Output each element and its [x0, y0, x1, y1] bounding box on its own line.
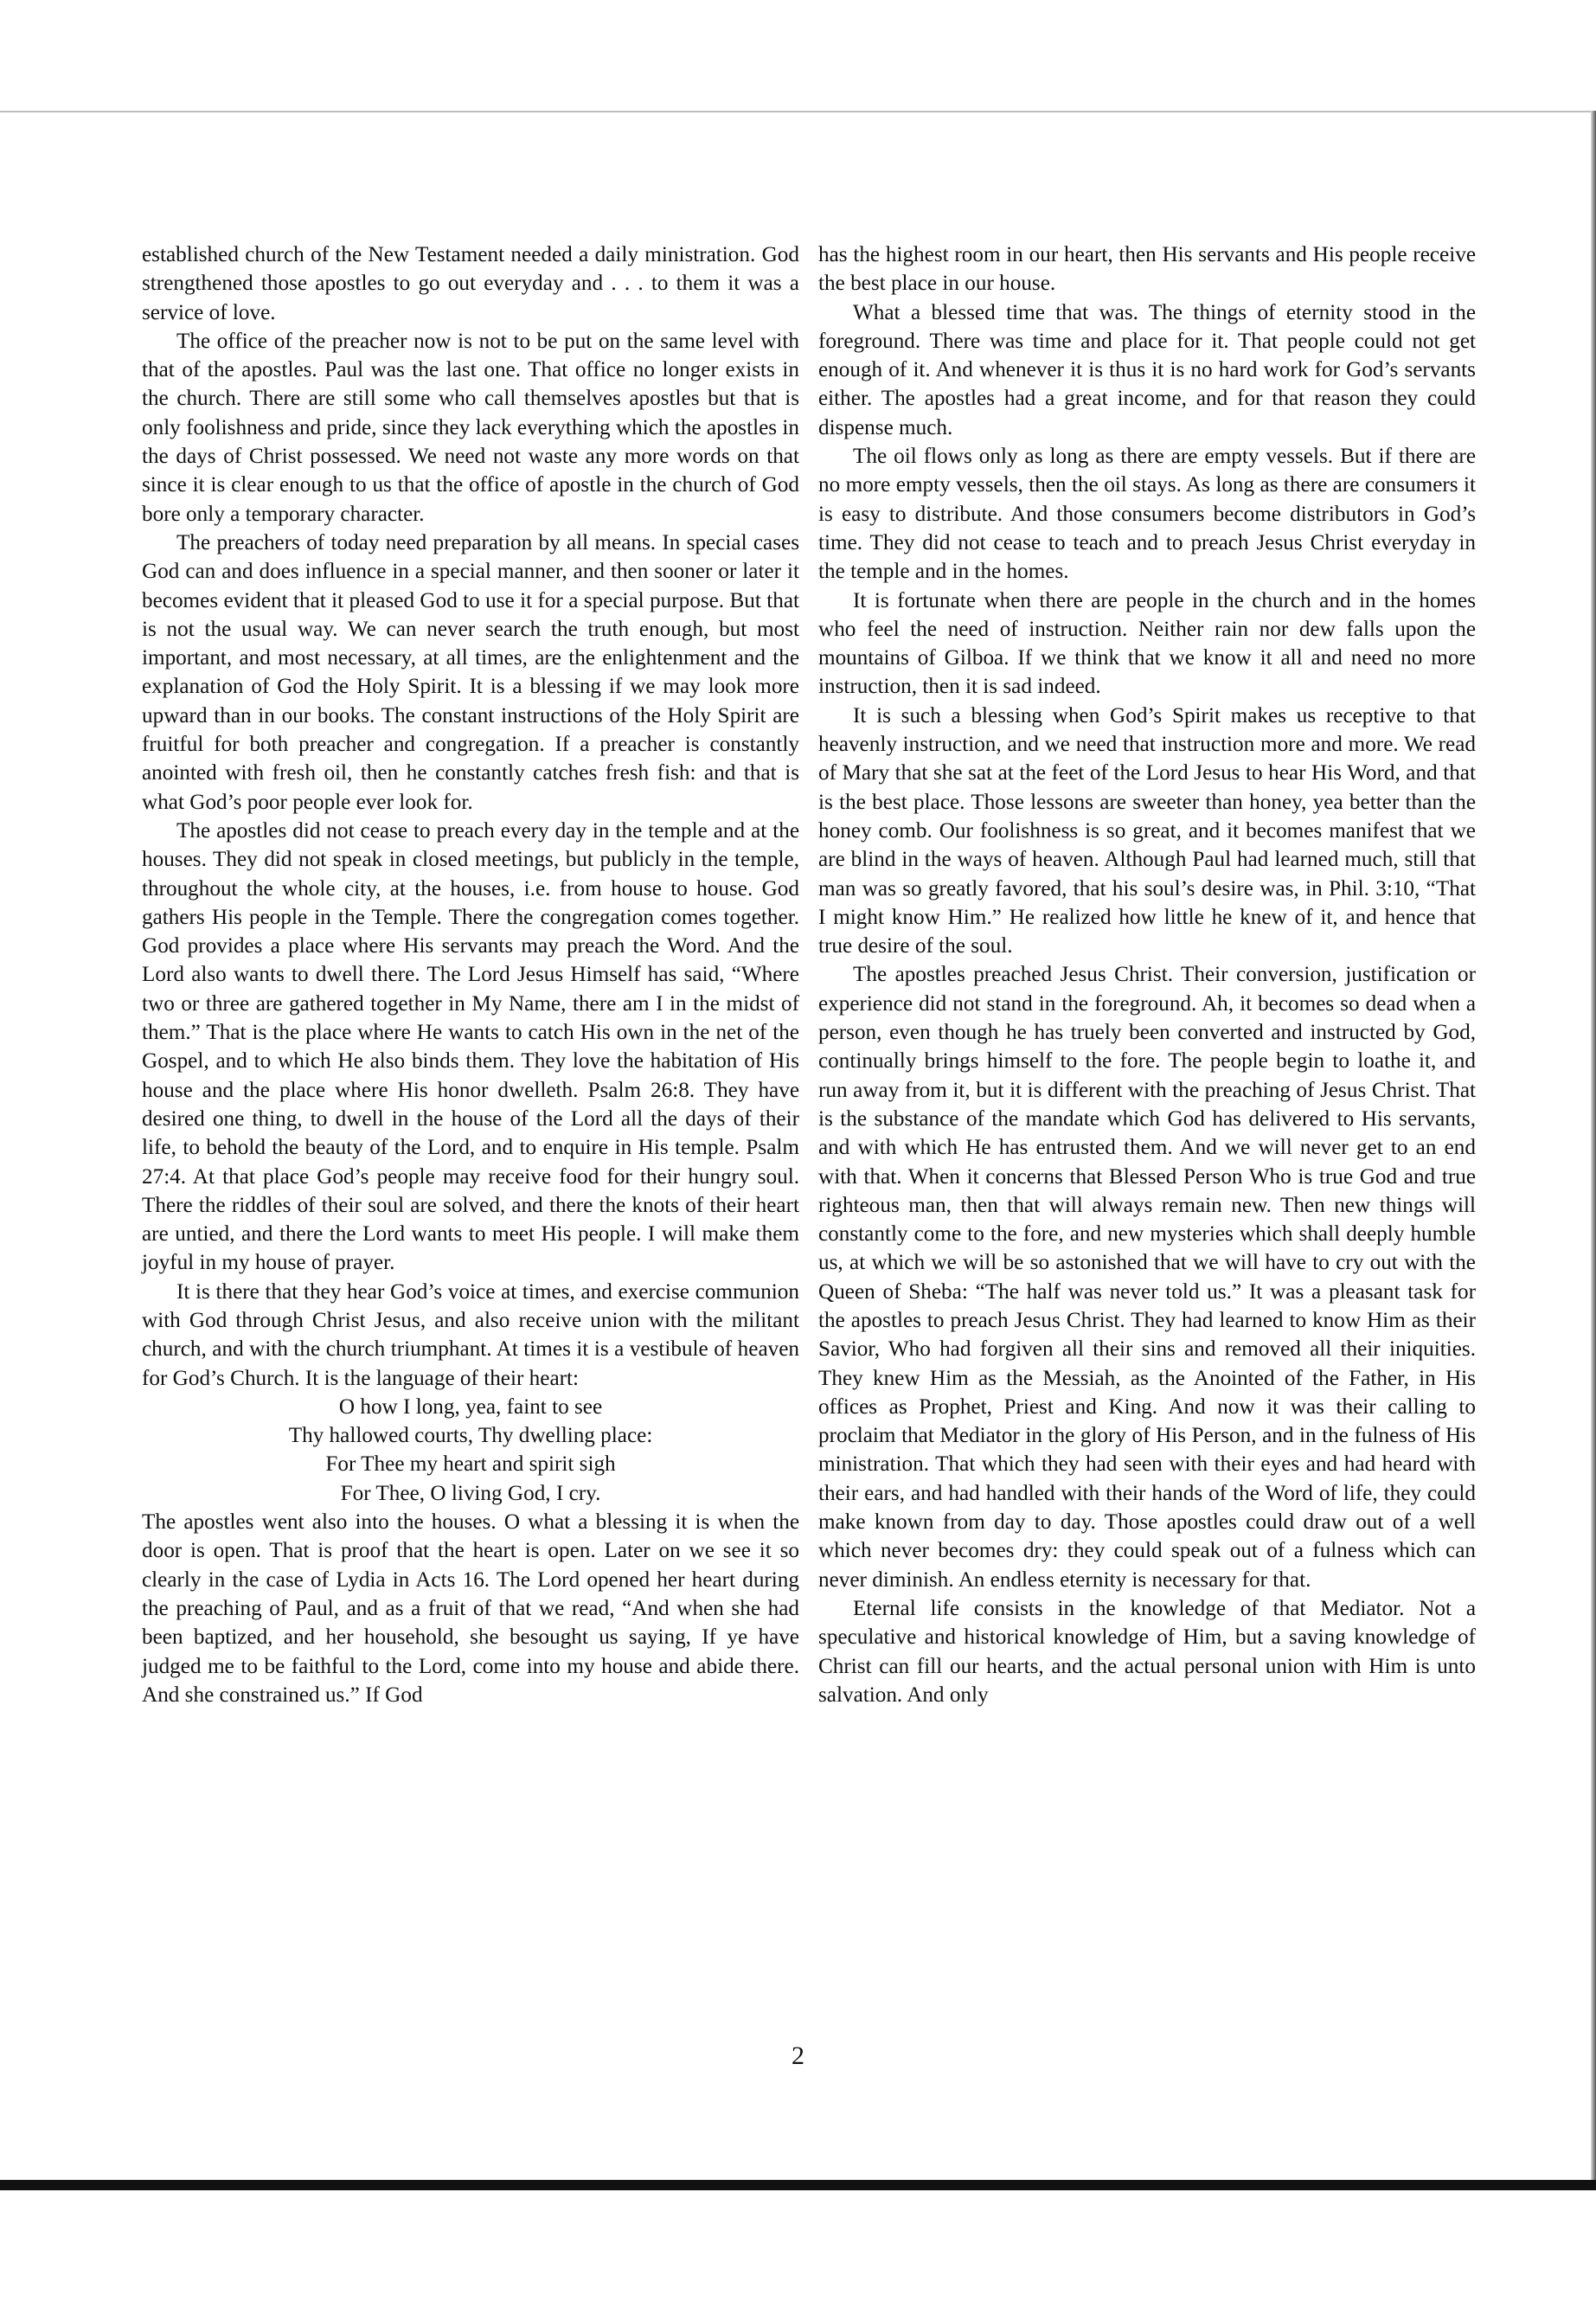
- left-paragraph-5: It is there that they hear God’s voice at times, and exercise communion with God through Christ Jesus, and also receive union with the militant church, and with the church triumphant. At times it is a vestibule of heaven for God’s Church. It is the language of their heart:: [142, 1279, 799, 1390]
- scan-edge-top: [0, 111, 1596, 112]
- poem-verse: [142, 1393, 799, 1508]
- page-number: 2: [792, 2041, 804, 2070]
- poem-line-1: O how I long, yea, faint to see: [338, 1394, 603, 1419]
- scan-edge-bottom: [0, 2180, 1596, 2190]
- poem-line-4: For Thee, O living God, I cry.: [340, 1481, 601, 1505]
- left-column: [142, 240, 799, 1709]
- right-paragraph-3: The oil flows only as long as there are empty vessels. But if there are no more empty vessels, then the oil stays. As long as there are consumers it is easy to distribute. And those consumers become distributors in God’s time. They did not cease to teach and to preach Jesus Christ everyday in the temple and in the homes.: [818, 445, 1476, 584]
- right-paragraph-5: It is such a blessing when God’s Spirit makes us receptive to that heavenly instruction, and we need that instruction more and more. We read of Mary that she sat at the feet of the Lord Jesus to hear His Word, and that is the best place. Those lessons are sweeter than honey, yea better than the honey comb. Our foolishness is so great, and it becomes manifest that we are blind in the ways of heaven. Although Paul had learned much, still that man was so greatly favored, that his soul’s desire was, in Phil. 3:10, “That I might know Him.” He realized how little he knew of it, and hence that true desire of the soul.: [818, 703, 1476, 958]
- poem-line-3: For Thee my heart and spirit sigh: [325, 1452, 616, 1477]
- left-paragraph-1: established church of the New Testament needed a daily ministration. God strengthened those apostles to go out everyday and . . . to them it was a service of love.: [142, 243, 799, 324]
- left-paragraph-3: The preachers of today need preparation by all means. In special cases God can and does influence in a special manner, and then sooner or later it becomes evident that it pleased God to use it for a special purpose. But that is not the usual way. We can never search the truth enough, but most important, and most necessary, at all times, are the enlightenment and the explanation of God the Holy Spirit. It is a blessing if we may look more upward than in our books. The constant instructions of the Holy Spirit are fruitful for both preacher and congregation. If a preacher is constantly anointed with fresh oil, then he constantly catches fresh fish: and that is what God’s poor people ever look for.: [142, 530, 799, 814]
- left-paragraph-4: The apostles did not cease to preach every day in the temple and at the houses. They did not speak in closed meetings, but publicly in the temple, throughout the whole city, at the houses, i.e. from house to house. God gathers His people in the Temple. There the congregation comes together. God provides a place where His servants may preach the Word. And the Lord also wants to dwell there. The Lord Jesus Himself has said, “Where two or three are gathered together in My Name, there am I in the midst of them.” That is the place where He wants to catch His own in the net of the Gospel, and to which He also binds them. They love the habitation of His house and the place where His honor dwelleth. Psalm 26:8. They have desired one thing, to dwell in the house of the Lord all the days of their life, to behold the beauty of the Lord, and to enquire in His temple. Psalm 27:4. At that place God’s people may receive food for their hungry soul. There the riddles of their soul are solved, and there the knots of their heart are untied, and there the Lord wants to meet His people. I will make them joyful in my house of prayer.: [142, 818, 799, 1275]
- right-paragraph-1: has the highest room in our heart, then His servants and His people receive the best place in our house.: [818, 243, 1476, 296]
- left-paragraph-2: The office of the preacher now is not to be put on the same level with that of the apostles. Paul was the last one. That office no longer exists in the church. There are still some who call themselves apostles but that is only foolishness and pride, since they lack everything which the apostles in the days of Christ possessed. We need not waste any more words on that since it is clear enough to us that the office of apostle in the church of God bore only a temporary character.: [142, 329, 799, 526]
- poem-line-2: Thy hallowed courts, Thy dwelling place:: [288, 1424, 653, 1448]
- right-column: [818, 240, 1476, 1709]
- left-paragraph-6: The apostles went also into the houses. O what a blessing it is when the door is open. That is proof that the heart is open. Later on we see it so clearly in the case of Lydia in Acts 16. The Lord opened her heart during the preaching of Paul, and as a fruit of that we read, “And when she had been baptized, and her household, she besought us saying, If ye have judged me to be faithful to the Lord, come into my house and abide there. And she constrained us.” If God: [142, 1510, 799, 1707]
- right-paragraph-7: Eternal life consists in the knowledge of that Mediator. Not a speculative and historical knowledge of Him, but a saving knowledge of Christ can fill our hearts, and the actual personal union with Him is unto salvation. And only: [818, 1596, 1476, 1707]
- right-paragraph-4: It is fortunate when there are people in the church and in the homes who feel the need of instruction. Neither rain nor dew falls upon the mountains of Gilboa. If we think that we know it all and need no more instruction, then it is sad indeed.: [818, 588, 1476, 699]
- scan-edge-right: [1591, 111, 1596, 2187]
- right-paragraph-6: The apostles preached Jesus Christ. Their conversion, justification or experience did not stand in the foreground. Ah, it becomes so dead when a person, even though he has truely been converted and instructed by God, continually brings himself to the fore. The people begin to loathe it, and run away from it, but it is different with the preaching of Jesus Christ. That is the substance of the mandate which God has delivered to His servants, and with which He has entrusted them. And we will never get to an end with that. When it concerns that Blessed Person Who is true God and true righteous man, then that will always remain new. Then new things will constantly come to the fore, and new mysteries which shall deeply humble us, at which we will be so astonished that we will have to cry out with the Queen of Sheba: “The half was never told us.” It was a pleasant task for the apostles to preach Jesus Christ. They had learned to know Him as their Savior, Who had forgiven all their sins and removed all their iniquities. They knew Him as the Messiah, as the Anointed of the Father, in His offices as Prophet, Priest and King. And now it was their calling to proclaim that Mediator in the glory of His Person, and in the fulness of His ministration. That which they had seen with their eyes and had heard with their ears, and had handled with their hands of the Word of life, they could make known from day to day. Those apostles could draw out of a well which never becomes dry: they could speak out of a fulness which can never diminish. An endless eternity is necessary for that.: [818, 963, 1476, 1592]
- right-paragraph-2: What a blessed time that was. The things of eternity stood in the foreground. There was time and place for it. That people could not get enough of it. And whenever it is thus it is no hard work for God’s servants either. The apostles had a great income, and for that reason they could dispense much.: [818, 300, 1476, 439]
